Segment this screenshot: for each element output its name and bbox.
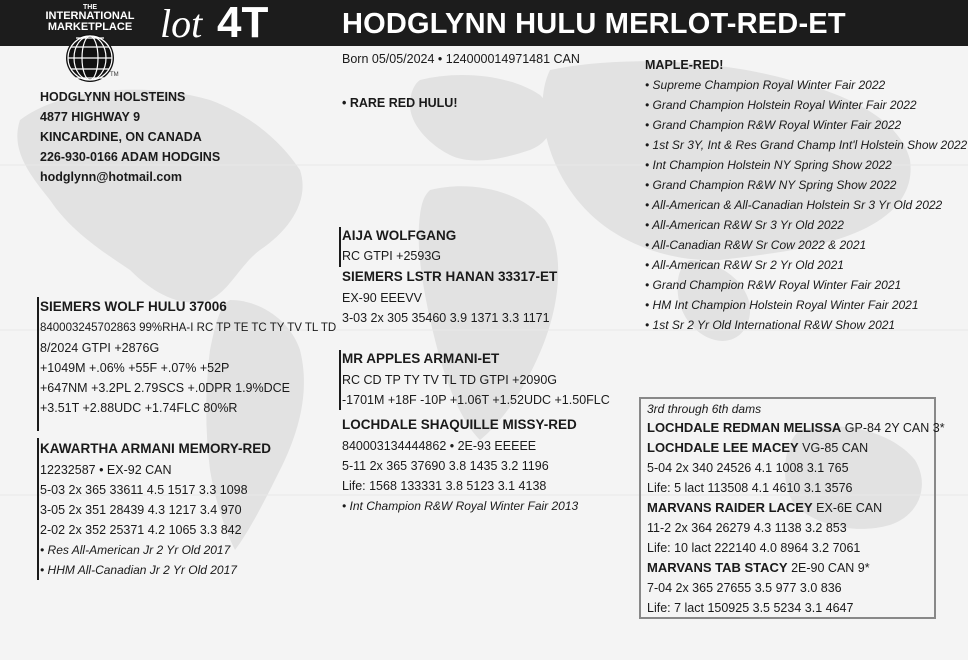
sire-line-2: 8/2024 GTPI +2876G bbox=[40, 341, 160, 355]
dam-4-name: LOCHDALE LEE MACEY bbox=[647, 440, 799, 455]
dam-dam-line-3: Life: 1568 133331 3.8 5123 3.1 4138 bbox=[342, 479, 547, 493]
sire-line-1: 840003245702863 99%RHA-I RC TP TE TC TY TV TL TD bbox=[40, 322, 337, 334]
dam-bracket bbox=[37, 438, 39, 580]
lot-label: lot bbox=[160, 1, 203, 46]
sire-sire-line-1: RC GTPI +2593G bbox=[342, 249, 441, 263]
sire-line-3: +1049M +.06% +55F +.07% +52P bbox=[40, 361, 230, 375]
sire-dam-name: SIEMERS LSTR HANAN 33317-ET bbox=[342, 269, 558, 284]
dam-5-classification: EX-6E CAN bbox=[816, 501, 883, 515]
logo-wordmark bbox=[40, 4, 140, 33]
dam-6-classification: 2E-90 CAN 9* bbox=[791, 561, 870, 575]
highlight-text: • RARE RED HULU! bbox=[342, 96, 458, 110]
maple-red-item: • Grand Champion Holstein Royal Winter Fair 2022 bbox=[645, 98, 917, 112]
dam-award-2: • HHM All-Canadian Jr 2 Yr Old 2017 bbox=[40, 563, 237, 577]
consignor-city: KINCARDINE, ON CANADA bbox=[40, 130, 202, 144]
maple-red-item: • 1st Sr 3Y, Int & Res Grand Champ Int'l Holstein Show 2022 bbox=[645, 138, 968, 152]
sire-name: SIEMERS WOLF HULU 37006 bbox=[40, 299, 227, 314]
maple-red-item: • Supreme Champion Royal Winter Fair 2022 bbox=[645, 78, 886, 92]
sire-sire-name: AIJA WOLFGANG bbox=[342, 228, 457, 243]
maple-red-item: • Int Champion Holstein NY Spring Show 2022 bbox=[645, 158, 892, 172]
dam-5-record-1: 11-2 2x 364 26279 4.3 1138 3.2 853 bbox=[647, 521, 847, 535]
maple-red-item: • Grand Champion R&W Royal Winter Fair 2022 bbox=[645, 118, 902, 132]
maple-red-item: • Grand Champion R&W NY Spring Show 2022 bbox=[645, 178, 897, 192]
maple-red-item: • All-American R&W Sr 3 Yr Old 2022 bbox=[645, 218, 844, 232]
consignor-phone: 226-930-0166 ADAM HODGINS bbox=[40, 150, 221, 164]
dam-4-record-2: Life: 5 lact 113508 4.1 4610 3.1 3576 bbox=[647, 481, 853, 495]
dam-6-record-2: Life: 7 lact 150925 3.5 5234 3.1 4647 bbox=[647, 601, 854, 615]
dam-6-row bbox=[647, 558, 870, 578]
logo-small-text: THE bbox=[83, 4, 97, 11]
dam-dam-award: • Int Champion R&W Royal Winter Fair 2013 bbox=[342, 499, 579, 513]
dam-3-name: LOCHDALE REDMAN MELISSA bbox=[647, 420, 842, 435]
maple-red-item: • All-American R&W Sr 2 Yr Old 2021 bbox=[645, 258, 844, 272]
dam-5-row bbox=[647, 498, 882, 518]
dams-box-heading: 3rd through 6th dams bbox=[647, 402, 762, 416]
maple-red-item: • All-Canadian R&W Sr Cow 2022 & 2021 bbox=[645, 238, 867, 252]
dam-line-3: 3-05 2x 351 28439 4.3 1217 3.4 970 bbox=[40, 503, 242, 517]
dam-4-classification: VG-85 CAN bbox=[802, 441, 869, 455]
dam-name: KAWARTHA ARMANI MEMORY-RED bbox=[40, 441, 271, 456]
sire-sire-bracket bbox=[339, 227, 341, 267]
dam-6-record-1: 7-04 2x 365 27655 3.5 977 3.0 836 bbox=[647, 581, 842, 595]
sire-line-5: +3.51T +2.88UDC +1.74FLC 80%R bbox=[40, 401, 238, 415]
logo-line-1: INTERNATIONAL bbox=[45, 10, 135, 22]
sire-line-4: +647NM +3.2PL 2.79SCS +.0DPR 1.9%DCE bbox=[40, 381, 291, 395]
dam-sire-name: MR APPLES ARMANI-ET bbox=[342, 351, 500, 366]
maple-red-title: MAPLE-RED! bbox=[645, 58, 724, 72]
consignor-address: 4877 HIGHWAY 9 bbox=[40, 110, 141, 124]
sire-dam-line-2: 3-03 2x 305 35460 3.9 1371 3.3 1171 bbox=[342, 311, 550, 325]
sire-bracket bbox=[37, 297, 39, 431]
birth-info: Born 05/05/2024 • 124000014971481 CAN bbox=[342, 52, 580, 66]
dam-6-name: MARVANS TAB STACY bbox=[647, 560, 788, 575]
maple-red-item: • Grand Champion R&W Royal Winter Fair 2021 bbox=[645, 278, 902, 292]
page-title: HODGLYNN HULU MERLOT-RED-ET bbox=[342, 8, 846, 40]
logo-trademark: TM bbox=[110, 72, 119, 78]
maple-red-item: • 1st Sr 2 Yr Old International R&W Show 2021 bbox=[645, 318, 896, 332]
dam-award-1: • Res All-American Jr 2 Yr Old 2017 bbox=[40, 543, 231, 557]
dam-line-4: 2-02 2x 352 25371 4.2 1065 3.3 842 bbox=[40, 523, 242, 537]
dam-4-row bbox=[647, 438, 868, 458]
dam-5-record-2: Life: 10 lact 222140 4.0 8964 3.2 7061 bbox=[647, 541, 861, 555]
maple-red-item: • HM Int Champion Holstein Royal Winter Fair 2021 bbox=[645, 298, 919, 312]
dam-line-2: 5-03 2x 365 33611 4.5 1517 3.3 1098 bbox=[40, 483, 248, 497]
dam-3-classification: GP-84 2Y CAN 3* bbox=[844, 421, 945, 435]
dam-sire-bracket bbox=[339, 350, 341, 410]
sire-dam-line-1: EX-90 EEEVV bbox=[342, 291, 422, 305]
lot-number: 4T bbox=[217, 0, 269, 47]
maple-red-item: • All-American & All-Canadian Holstein Sr 3 Yr Old 2022 bbox=[645, 198, 943, 212]
dam-dam-name: LOCHDALE SHAQUILLE MISSY-RED bbox=[342, 417, 577, 432]
dam-5-name: MARVANS RAIDER LACEY bbox=[647, 500, 813, 515]
dam-dam-line-2: 5-11 2x 365 37690 3.8 1435 3.2 1196 bbox=[342, 459, 549, 473]
dam-dam-line-1: 840003134444862 • 2E-93 EEEEE bbox=[342, 439, 537, 453]
dam-3-row bbox=[647, 418, 945, 438]
dam-line-1: 12232587 • EX-92 CAN bbox=[40, 463, 172, 477]
logo-line-2: MARKETPLACE bbox=[47, 21, 133, 33]
dam-4-record-1: 5-04 2x 340 24526 4.1 1008 3.1 765 bbox=[647, 461, 849, 475]
consignor-email: hodglynn@hotmail.com bbox=[40, 170, 183, 184]
dam-sire-line-2: -1701M +18F -10P +1.06T +1.52UDC +1.50FLC bbox=[342, 393, 610, 407]
consignor-name: HODGLYNN HOLSTEINS bbox=[40, 90, 186, 104]
dam-sire-line-1: RC CD TP TY TV TL TD GTPI +2090G bbox=[342, 373, 558, 387]
